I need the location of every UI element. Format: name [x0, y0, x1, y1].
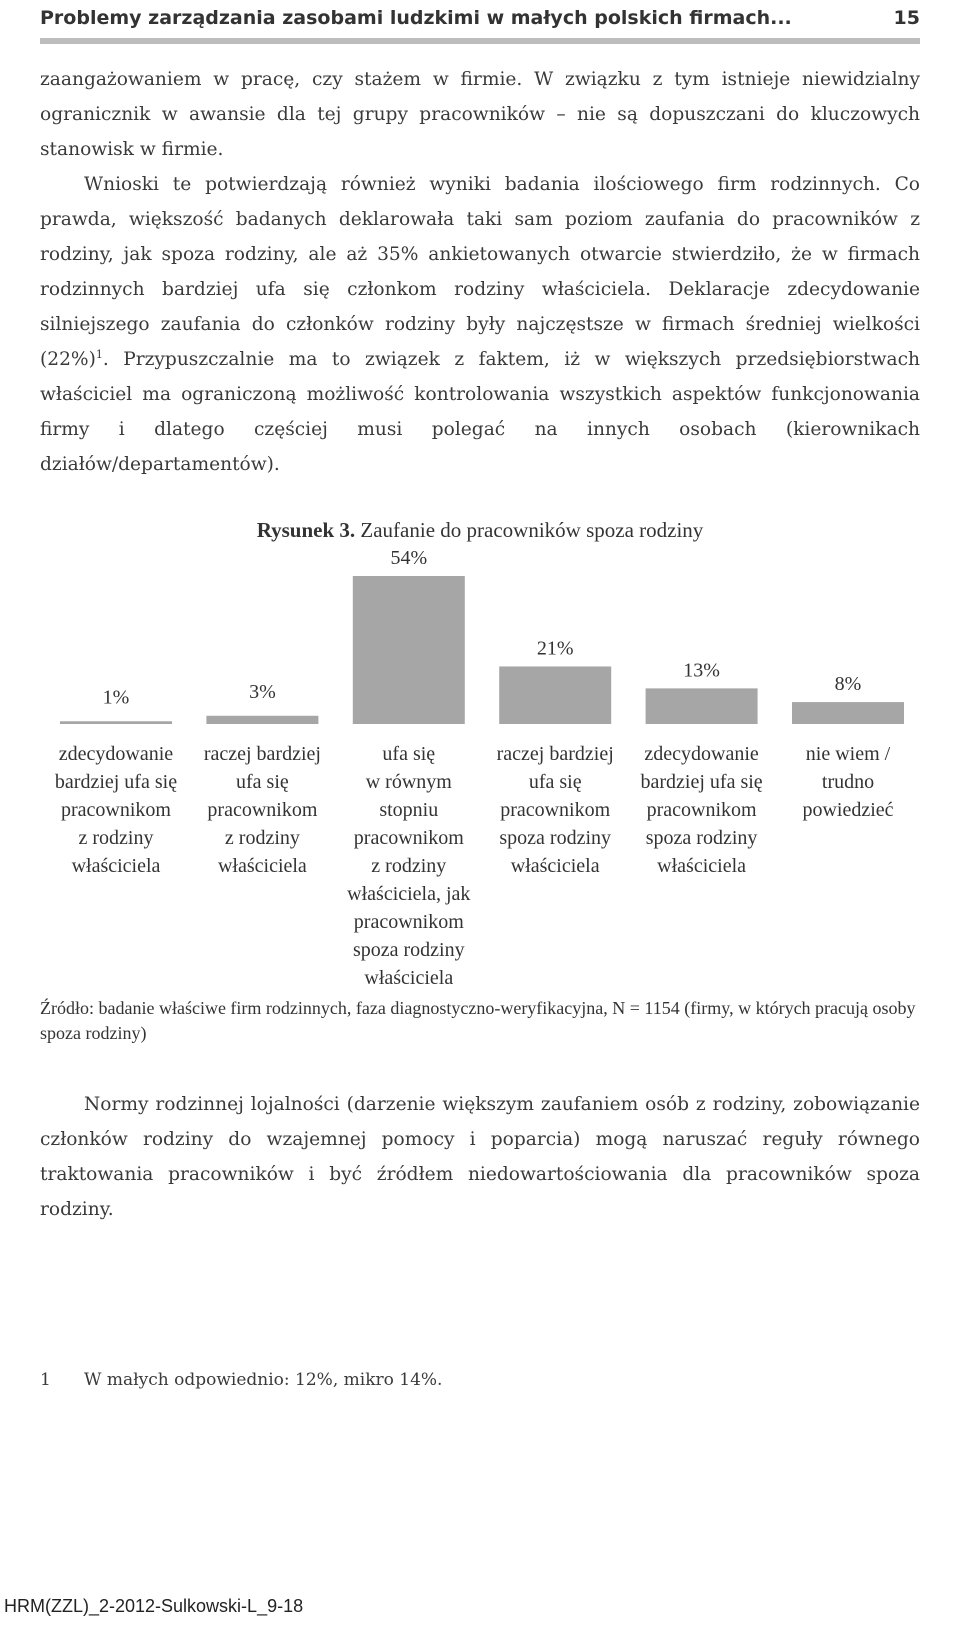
- footnote: [40, 1367, 920, 1393]
- footnote-number: 1: [40, 1370, 51, 1390]
- data-label-3: 54%: [390, 548, 428, 569]
- category-label-4: raczej bardziej ufa się pracownikom spoza rodziny właściciela: [496, 743, 614, 877]
- bar-1: [60, 721, 172, 724]
- paragraph-2: [40, 167, 920, 482]
- bar-2: [206, 716, 318, 724]
- page-number: 15: [893, 7, 920, 29]
- footnote-ref: 1: [95, 347, 103, 361]
- bar-4: [499, 666, 611, 724]
- paragraph-3: Normy rodzinnej lojalności (darzenie większym zaufaniem osób z rodziny, zobowiązanie członków rodziny do wzajemnej pomocy i poparcia) mogą naruszać reguły równego traktowania pracowników i być źródłem niedowartościowania dla pracowników spoza rodziny.: [40, 1094, 920, 1220]
- category-label-3: ufa się w równym stopniu pracownikom z rodziny właściciela, jak pracownikom spoza rodziny właściciela: [347, 743, 471, 989]
- figure-title: Zaufanie do pracowników spoza rodziny: [360, 518, 704, 542]
- footnote-text: W małych odpowiednio: 12%, mikro 14%.: [84, 1370, 443, 1390]
- figure-label: Rysunek 3.: [256, 518, 356, 542]
- category-label-2: raczej bardziej ufa się pracownikom z rodziny właściciela: [203, 743, 321, 877]
- running-header: [40, 0, 920, 36]
- paragraph-2-text: Wnioski te potwierdzają również wyniki badania ilościowego firm rodzinnych. Co prawda, większość badanych deklarowała taki sam poziom zaufania do pracowników z rodziny, jak spoza rodziny, ale aż 35% ankietowanych otwarcie stwierdziło, że w firmach rodzinnych bardziej ufa się członkom rodziny właściciela. Deklaracje zdecydowanie silniejszego zaufania do członków rodziny były najczęstsze w firmach średniej wielkości (22%): [40, 174, 920, 370]
- category-label-1: zdecydowanie bardziej ufa się pracownikom z rodziny właściciela: [54, 743, 178, 877]
- paragraph-1: zaangażowaniem w pracę, czy stażem w firmie. W związku z tym istnieje niewidzialny ogranicznik w awansie dla tej grupy pracowników – nie są dopuszczani do kluczowych stanowisk w firmie.: [40, 69, 920, 160]
- bar-5: [646, 688, 758, 724]
- category-label-6: nie wiem / trudno powiedzieć: [802, 743, 894, 821]
- paragraph-2-rest: . Przypuszczalnie ma to związek z faktem, iż w większych przedsiębiorstwach właściciel ma ograniczoną możliwość kontrolowania wszystkich aspektów funkcjonowania firmy i dlatego częściej musi polegać na innych osobach (kierownikach działów/departamentów).: [40, 349, 920, 475]
- bar-chart: [0, 548, 960, 998]
- header-rule: [40, 38, 920, 44]
- data-label-6: 8%: [834, 673, 862, 696]
- figure-source: Źródło: badanie właściwe firm rodzinnych, faza diagnostyczno-weryfikacyjna, N = 1154 (firmy, w których pracują osoby spoza rodziny): [40, 998, 916, 1043]
- data-label-2: 3%: [249, 680, 276, 703]
- bar-6: [792, 702, 904, 724]
- category-label-5: zdecydowanie bardziej ufa się pracownikom spoza rodziny właściciela: [640, 743, 763, 877]
- data-label-1: 1%: [102, 686, 130, 709]
- data-label-5: 13%: [683, 659, 720, 682]
- page-footer: HRM(ZZL)_2-2012-Sulkowski-L_9-18: [4, 1596, 304, 1616]
- figure-caption: [0, 518, 960, 543]
- running-header-title: Problemy zarządzania zasobami ludzkimi w małych polskich firmach...: [40, 7, 792, 29]
- data-label-4: 21%: [536, 637, 574, 660]
- bar-3: [353, 576, 465, 724]
